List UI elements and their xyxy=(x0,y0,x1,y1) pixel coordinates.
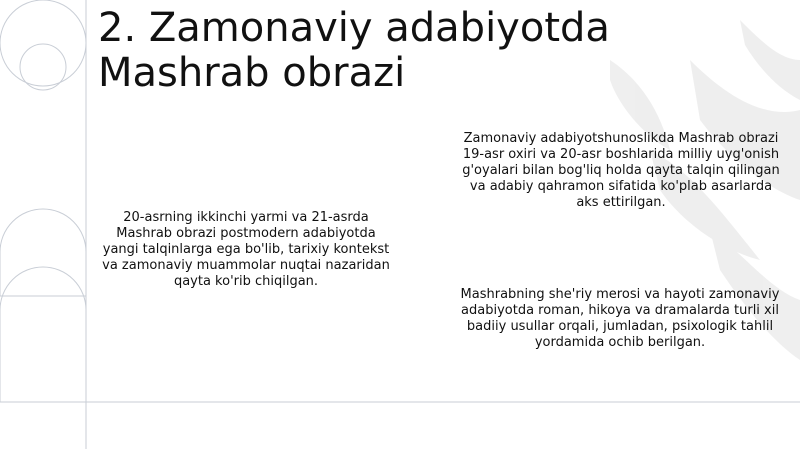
right-bottom-paragraph: Mashrabning she'riy merosi va hayoti zamonaviy adabiyotda roman, hikoya va dramalarda turli xil badiiy usullar orqali, jumladan, psixologik tahlil yordamida ochib berilgan. xyxy=(460,287,780,350)
lower-arch xyxy=(0,267,86,402)
slide-title: 2. Zamonaviy adabiyotda Mashrab obrazi xyxy=(98,5,610,96)
top-small-circle xyxy=(20,44,66,90)
left-paragraph: 20-asrning ikkinchi yarmi va 21-asrda Mashrab obrazi postmodern adabiyotda yangi talqinlarga ega bo'lib, tarixiy kontekst va zamonaviy muammolar nuqtai nazaridan qayta ko'rib chiqilgan. xyxy=(102,210,390,289)
top-large-circle xyxy=(0,0,86,86)
right-top-paragraph: Zamonaviy adabiyotshunoslikda Mashrab obrazi 19-asr oxiri va 20-asr boshlarida milliy uyg'onish g'oyalari bilan bog'liq holda qayta talqin qilingan va adabiy qahramon sifatida ko'plab asarlarda aks ettirilgan. xyxy=(462,131,780,210)
upper-arch xyxy=(0,209,86,296)
